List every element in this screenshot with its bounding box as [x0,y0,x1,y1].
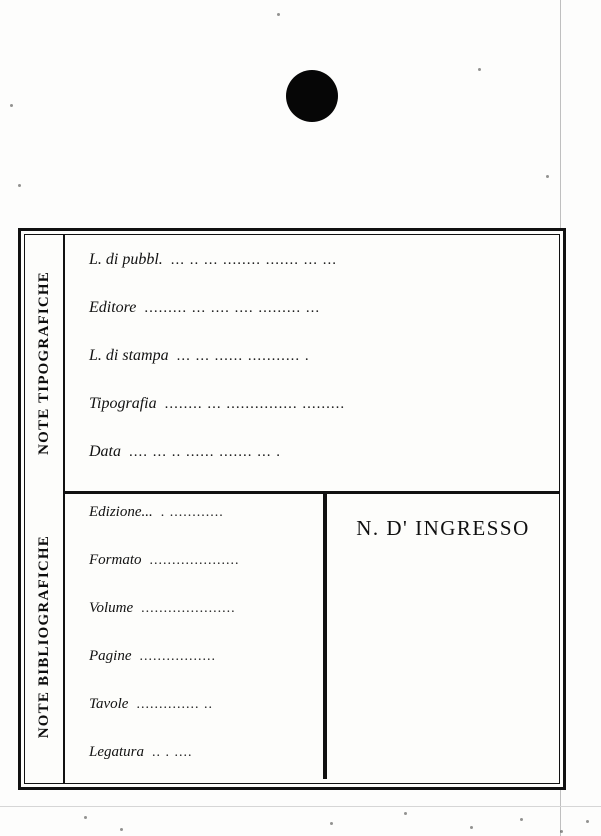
field-label: Formato [89,552,142,568]
field-label: Tavole [89,696,129,712]
speck [84,816,87,819]
form-field-row[interactable] [89,696,315,744]
field-dotted-line: .. . .... [152,745,193,760]
ingress-number-title: N. D' INGRESSO [356,516,530,540]
form-field-row[interactable] [89,299,545,347]
field-label: Edizione... [89,504,153,520]
field-dotted-line: .... ... .. ...... ....... ... . [129,444,281,460]
speck [470,826,473,829]
speck [586,820,589,823]
field-label: Editore [89,299,137,316]
speck [277,13,280,16]
bibliographic-area [65,494,559,783]
form-field-row[interactable] [89,251,545,299]
punch-hole [286,70,338,122]
form-field-row[interactable] [89,552,315,600]
field-dotted-line: ... ... ...... ........... . [176,348,310,364]
form-field-row[interactable] [89,395,545,443]
section-label-typographic [25,235,65,491]
section-label-typographic-text: NOTE TIPOGRAFICHE [35,271,52,455]
field-label: Tipografia [89,395,157,412]
section-label-bibliographic-text: NOTE BIBLIOGRAFICHE [35,535,52,739]
speck [560,830,563,833]
speck [330,822,333,825]
speck [120,828,123,831]
field-dotted-line: ..................... [141,601,236,616]
field-label: L. di stampa [89,347,169,364]
field-label: Volume [89,600,134,616]
field-dotted-line: ................. [139,649,216,664]
field-label: Data [89,443,121,460]
field-dotted-line: ... .. ... ........ ....... ... ... [170,252,338,268]
ingress-number-box[interactable] [327,494,559,783]
form-field-row[interactable] [89,504,315,552]
speck [18,184,21,187]
bibliographic-fields [65,494,323,783]
form-field-row[interactable] [89,600,315,648]
speck [10,104,13,107]
speck [546,175,549,178]
field-dotted-line: .................... [149,553,240,568]
field-label: Pagine [89,648,132,664]
form-field-row[interactable] [89,648,315,696]
field-dotted-line: .............. .. [136,697,213,712]
catalog-card [18,228,566,790]
scan-edge-bottom [0,806,601,807]
form-field-row[interactable] [89,744,315,792]
field-dotted-line: ......... ... .... .... ......... ... [144,300,321,316]
form-field-row[interactable] [89,347,545,395]
speck [478,68,481,71]
speck [404,812,407,815]
typographic-fields [65,235,559,491]
speck [520,818,523,821]
field-dotted-line: . ............ [160,505,224,520]
field-label: Legatura [89,744,145,760]
field-label: L. di pubbl. [89,251,163,268]
card-inner-border [24,234,560,784]
field-dotted-line: ........ ... ............... ......... [164,396,346,412]
form-field-row[interactable] [89,443,545,491]
section-label-bibliographic [25,491,65,783]
